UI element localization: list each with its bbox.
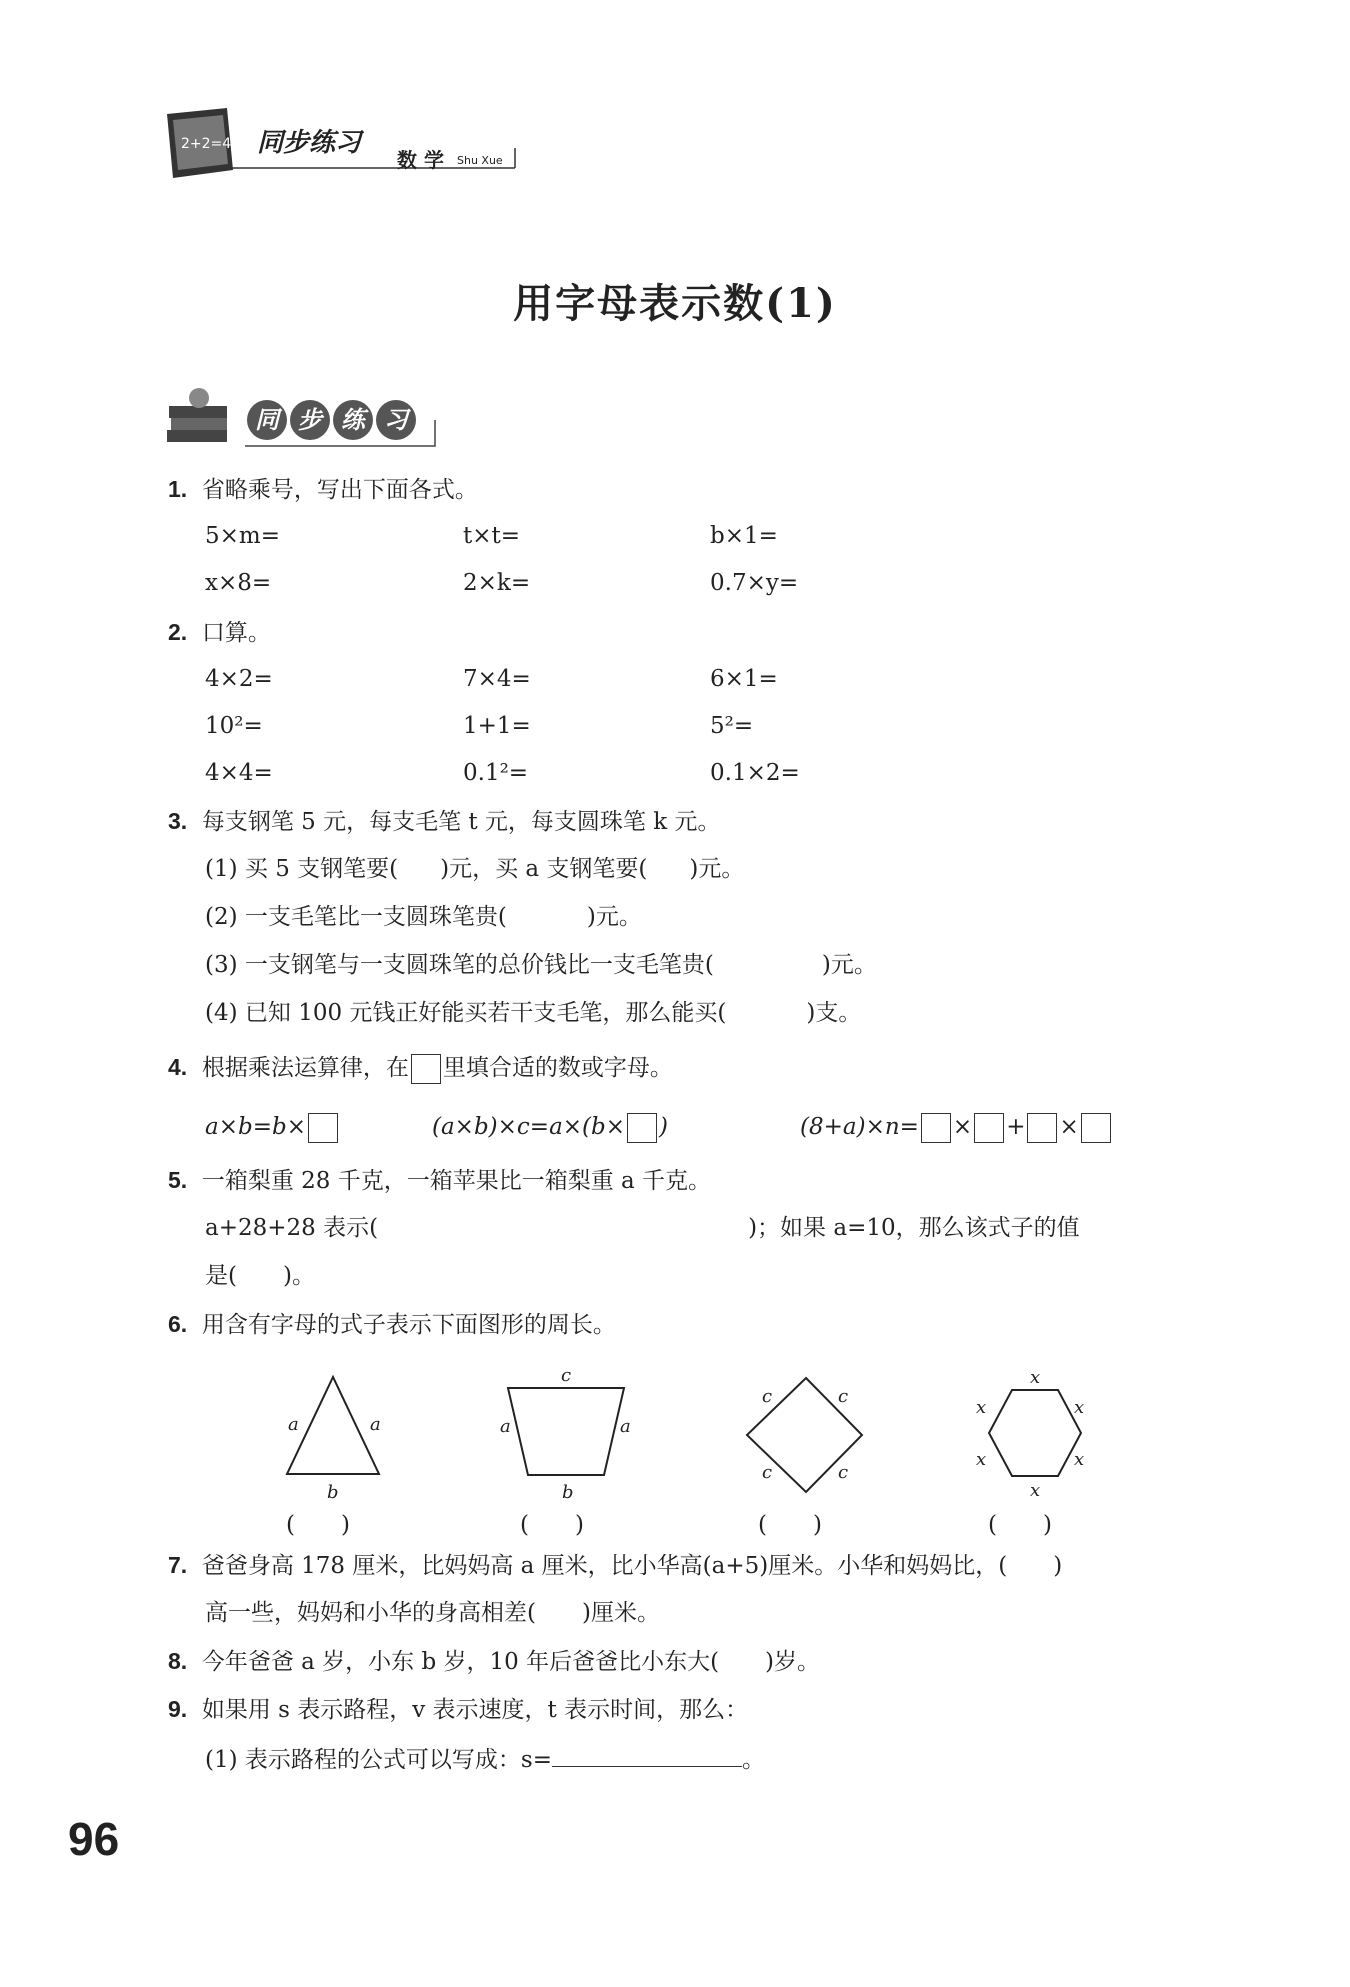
- answer-underline[interactable]: [552, 1742, 742, 1767]
- expr: 4×2=: [205, 666, 273, 692]
- expr: 1+1=: [463, 713, 531, 739]
- question-4: 4. 根据乘法运算律，在 里填合适的数或字母。: [168, 1052, 673, 1084]
- q5-line3: 是( )。: [205, 1263, 315, 1289]
- q5-line2: a+28+28 表示( )；如果 a=10，那么该式子的值: [205, 1215, 1080, 1241]
- hexagon-shape: [989, 1390, 1081, 1476]
- square-label-bl: c: [762, 1462, 773, 1483]
- answer-box[interactable]: [921, 1113, 951, 1143]
- q7-line2: 高一些，妈妈和小华的身高相差( )厘米。: [205, 1600, 660, 1626]
- badge-char: 练: [333, 400, 373, 440]
- subject-pinyin: Shu Xue: [457, 154, 503, 167]
- sub-question: (3) 一支钢笔与一支圆珠笔的总价钱比一支毛笔贵( )元。: [205, 952, 877, 978]
- question-6: 6. 用含有字母的式子表示下面图形的周长。: [168, 1311, 616, 1338]
- expr: 5×m=: [205, 523, 280, 549]
- expr: 0.1²=: [463, 760, 529, 786]
- series-title: 同步练习: [257, 128, 362, 158]
- question-text: 今年爸爸 a 岁，小东 b 岁，10 年后爸爸比小东大( )岁。: [201, 1649, 821, 1675]
- answer-box[interactable]: [411, 1054, 441, 1084]
- hexagon-label-bl: x: [976, 1449, 987, 1470]
- question-text: 省略乘号，写出下面各式。: [201, 477, 478, 503]
- shape-answer-blank[interactable]: ( ): [520, 1512, 584, 1538]
- badge-char: 习: [376, 400, 416, 440]
- answer-box[interactable]: [308, 1113, 338, 1143]
- square-label-tr: c: [838, 1386, 849, 1407]
- trapezoid-label-bottom: b: [562, 1482, 574, 1503]
- badge-char: 同: [247, 400, 287, 440]
- expr: (8+a)×n= × + ×: [800, 1112, 1113, 1143]
- question-1: 1. 省略乘号，写出下面各式。: [168, 476, 478, 503]
- triangle-shape: [287, 1377, 379, 1474]
- expr: 6×1=: [710, 666, 778, 692]
- sub-question: (4) 已知 100 元钱正好能买若干支毛笔，那么能买( )支。: [205, 1000, 862, 1026]
- expr: b×1=: [710, 523, 778, 549]
- square-label-tl: c: [762, 1386, 773, 1407]
- page-number: 96: [68, 1813, 120, 1865]
- expr: 10²=: [205, 713, 263, 739]
- page-title: 用字母表示数(1): [513, 280, 837, 327]
- trapezoid-label-top: c: [561, 1365, 572, 1386]
- sub-question: (1) 表示路程的公式可以写成：s= 。: [205, 1742, 765, 1775]
- expr: 0.1×2=: [710, 760, 800, 786]
- hexagon-label-tl: x: [976, 1397, 987, 1418]
- subject-label: 数 学: [397, 148, 444, 172]
- triangle-label-left: a: [288, 1414, 299, 1435]
- answer-box[interactable]: [627, 1113, 657, 1143]
- trapezoid-shape: [508, 1388, 624, 1475]
- question-text: 口算。: [201, 620, 271, 646]
- expr: 7×4=: [463, 666, 531, 692]
- sub-question: (2) 一支毛笔比一支圆珠笔贵( )元。: [205, 904, 642, 930]
- expr: 5²=: [710, 713, 754, 739]
- sub-question: (1) 买 5 支钢笔要( )元，买 a 支钢笔要( )元。: [205, 856, 745, 882]
- hexagon-label-tr: x: [1074, 1397, 1085, 1418]
- hexagon-label-bottom: x: [1030, 1480, 1041, 1501]
- trapezoid-label-left: a: [500, 1416, 511, 1437]
- svg-text:2+2=4: 2+2=4: [181, 136, 232, 152]
- question-7: 7. 爸爸身高 178 厘米，比妈妈高 a 厘米，比小华高(a+5)厘米。小华和妈妈比，( ): [168, 1552, 1063, 1579]
- expr: 2×k=: [463, 570, 531, 596]
- expr: (a×b)×c=a×(b× ): [432, 1112, 668, 1143]
- expr: 4×4=: [205, 760, 273, 786]
- header-logo: [165, 108, 525, 192]
- square-label-br: c: [838, 1462, 849, 1483]
- triangle-label-right: a: [370, 1414, 381, 1435]
- answer-box[interactable]: [1027, 1113, 1057, 1143]
- expr: 0.7×y=: [710, 570, 799, 596]
- answer-box[interactable]: [1081, 1113, 1111, 1143]
- badge-char: 步: [290, 400, 330, 440]
- question-5: 5. 一箱梨重 28 千克，一箱苹果比一箱梨重 a 千克。: [168, 1167, 712, 1194]
- triangle-label-bottom: b: [327, 1482, 339, 1503]
- question-text: 每支钢笔 5 元，每支毛笔 t 元，每支圆珠笔 k 元。: [201, 809, 721, 835]
- question-8: 8. 今年爸爸 a 岁，小东 b 岁，10 年后爸爸比小东大( )岁。: [168, 1648, 821, 1675]
- question-text: 一箱梨重 28 千克，一箱苹果比一箱梨重 a 千克。: [201, 1168, 712, 1194]
- hexagon-label-top: x: [1030, 1367, 1041, 1388]
- question-9: 9. 如果用 s 表示路程，v 表示速度，t 表示时间，那么：: [168, 1696, 749, 1723]
- badge-frame: [165, 380, 445, 450]
- answer-box[interactable]: [974, 1113, 1004, 1143]
- expr: x×8=: [205, 570, 272, 596]
- question-text: 如果用 s 表示路程，v 表示速度，t 表示时间，那么：: [201, 1697, 749, 1723]
- shapes-figure: [0, 1360, 1350, 1520]
- question-text: 用含有字母的式子表示下面图形的周长。: [201, 1312, 616, 1338]
- shape-answer-blank[interactable]: ( ): [758, 1512, 822, 1538]
- expr: a×b=b×: [205, 1112, 340, 1143]
- question-3: 3. 每支钢笔 5 元，每支毛笔 t 元，每支圆珠笔 k 元。: [168, 808, 721, 835]
- shape-answer-blank[interactable]: ( ): [988, 1512, 1052, 1538]
- shape-answer-blank[interactable]: ( ): [286, 1512, 350, 1538]
- hexagon-label-br: x: [1074, 1449, 1085, 1470]
- question-2: 2. 口算。: [168, 619, 271, 646]
- trapezoid-label-right: a: [620, 1416, 631, 1437]
- expr: t×t=: [463, 523, 521, 549]
